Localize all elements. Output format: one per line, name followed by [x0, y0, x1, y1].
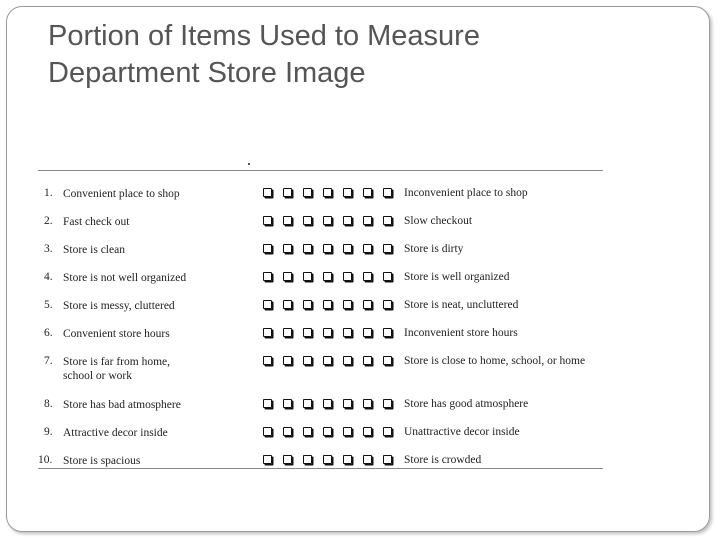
- rating-checkbox[interactable]: [303, 455, 312, 464]
- left-anchor-label: Fast check out: [63, 216, 130, 228]
- rating-checkbox[interactable]: [263, 300, 272, 309]
- left-anchor-label: Store is spacious: [63, 455, 141, 467]
- rating-checkbox[interactable]: [283, 188, 292, 197]
- left-anchor-label: Store is far from home, school or work: [63, 356, 170, 382]
- rating-checkbox[interactable]: [383, 328, 392, 337]
- rating-checkbox[interactable]: [383, 300, 392, 309]
- rating-checkbox[interactable]: [343, 188, 352, 197]
- rating-checkbox[interactable]: [263, 272, 272, 281]
- rating-checkbox[interactable]: [383, 244, 392, 253]
- rating-checkbox[interactable]: [263, 216, 272, 225]
- rating-checkbox[interactable]: [283, 328, 292, 337]
- rating-checkbox[interactable]: [343, 427, 352, 436]
- rating-checkbox[interactable]: [323, 300, 332, 309]
- rating-checkbox[interactable]: [303, 399, 312, 408]
- rating-checkbox[interactable]: [323, 328, 332, 337]
- rating-checkbox[interactable]: [323, 244, 332, 253]
- rating-checkbox[interactable]: [283, 216, 292, 225]
- rating-checkbox[interactable]: [343, 300, 352, 309]
- scale-item-row: [38, 215, 603, 235]
- rating-checkbox[interactable]: [363, 328, 372, 337]
- rating-checkbox[interactable]: [343, 244, 352, 253]
- left-anchor-label: Store is messy, cluttered: [63, 300, 175, 312]
- rating-checkbox[interactable]: [303, 300, 312, 309]
- rating-checkbox[interactable]: [303, 356, 312, 365]
- right-anchor-label: Store is neat, uncluttered: [404, 299, 519, 311]
- right-anchor-label: Store is well organized: [404, 271, 510, 283]
- rating-checkbox[interactable]: [323, 399, 332, 408]
- rating-checkbox[interactable]: [303, 272, 312, 281]
- rating-checkbox[interactable]: [303, 216, 312, 225]
- rating-checkbox[interactable]: [343, 399, 352, 408]
- rating-checkbox[interactable]: [263, 188, 272, 197]
- table-top-rule: [38, 170, 603, 171]
- rating-checkbox[interactable]: [283, 300, 292, 309]
- rating-checkbox[interactable]: [343, 216, 352, 225]
- rating-checkbox[interactable]: [343, 272, 352, 281]
- rating-checkbox[interactable]: [303, 188, 312, 197]
- rating-checkbox[interactable]: [323, 455, 332, 464]
- right-anchor-label: Inconvenient place to shop: [404, 187, 528, 199]
- rating-checkbox[interactable]: [263, 356, 272, 365]
- slide-title-line-1: Portion of Items Used to Measure: [48, 20, 480, 52]
- rating-checkbox[interactable]: [303, 427, 312, 436]
- rating-checkbox[interactable]: [363, 244, 372, 253]
- scale-item-row: [38, 355, 603, 382]
- right-anchor-label: Slow checkout: [404, 215, 473, 227]
- rating-checkbox[interactable]: [343, 455, 352, 464]
- rating-checkbox[interactable]: [263, 455, 272, 464]
- scale-item-row: [38, 187, 603, 207]
- rating-checkbox[interactable]: [323, 216, 332, 225]
- rating-checkbox[interactable]: [263, 328, 272, 337]
- rating-checkbox[interactable]: [383, 188, 392, 197]
- slide-title: [48, 18, 648, 92]
- scale-item-row: [38, 398, 603, 418]
- rating-checkbox[interactable]: [383, 272, 392, 281]
- rating-checkbox[interactable]: [323, 427, 332, 436]
- rating-checkbox[interactable]: [343, 328, 352, 337]
- rating-checkbox[interactable]: [283, 356, 292, 365]
- rating-checkbox[interactable]: [323, 356, 332, 365]
- rating-checkbox[interactable]: [363, 272, 372, 281]
- scale-item-row: [38, 426, 603, 446]
- item-number: 10.: [38, 454, 53, 466]
- rating-checkbox[interactable]: [383, 427, 392, 436]
- item-number: 4.: [44, 271, 53, 283]
- rating-checkbox[interactable]: [283, 455, 292, 464]
- column-marker: [248, 163, 250, 165]
- rating-checkbox[interactable]: [283, 399, 292, 408]
- item-number: 5.: [44, 299, 53, 311]
- item-number: 3.: [44, 243, 53, 255]
- item-number: 2.: [44, 215, 53, 227]
- rating-checkbox[interactable]: [383, 399, 392, 408]
- rating-checkbox[interactable]: [363, 356, 372, 365]
- left-anchor-label: Attractive decor inside: [63, 427, 168, 439]
- left-anchor-label: Store is clean: [63, 244, 125, 256]
- right-anchor-label: Unattractive decor inside: [404, 426, 520, 438]
- rating-checkbox[interactable]: [383, 356, 392, 365]
- rating-checkbox[interactable]: [363, 216, 372, 225]
- rating-checkbox[interactable]: [263, 399, 272, 408]
- rating-checkbox[interactable]: [303, 328, 312, 337]
- scale-item-row: [38, 454, 603, 474]
- rating-checkbox[interactable]: [283, 272, 292, 281]
- left-anchor-label: Convenient place to shop: [63, 188, 180, 200]
- scale-item-row: [38, 243, 603, 263]
- rating-checkbox[interactable]: [383, 216, 392, 225]
- rating-checkbox[interactable]: [283, 244, 292, 253]
- item-number: 1.: [44, 187, 53, 199]
- scale-item-row: [38, 271, 603, 291]
- rating-checkbox[interactable]: [263, 244, 272, 253]
- table-bottom-rule: [38, 468, 603, 469]
- slide-title-line-2: Department Store Image: [48, 57, 366, 89]
- rating-checkbox[interactable]: [303, 244, 312, 253]
- rating-checkbox[interactable]: [323, 272, 332, 281]
- rating-checkbox[interactable]: [343, 356, 352, 365]
- right-anchor-label: Store has good atmosphere: [404, 398, 529, 410]
- right-anchor-label: Inconvenient store hours: [404, 327, 518, 339]
- item-number: 6.: [44, 327, 53, 339]
- item-number: 9.: [44, 426, 53, 438]
- rating-checkbox[interactable]: [363, 188, 372, 197]
- left-anchor-label: Convenient store hours: [63, 328, 170, 340]
- right-anchor-label: Store is close to home, school, or home: [404, 355, 586, 367]
- right-anchor-label: Store is dirty: [404, 243, 464, 255]
- rating-checkbox[interactable]: [383, 455, 392, 464]
- rating-checkbox[interactable]: [323, 188, 332, 197]
- rating-checkbox[interactable]: [363, 399, 372, 408]
- right-anchor-label: Store is crowded: [404, 454, 482, 466]
- rating-checkbox[interactable]: [263, 427, 272, 436]
- scale-item-row: [38, 299, 603, 319]
- rating-checkbox[interactable]: [363, 300, 372, 309]
- rating-checkbox[interactable]: [283, 427, 292, 436]
- rating-checkbox[interactable]: [363, 455, 372, 464]
- item-number: 8.: [44, 398, 53, 410]
- rating-checkbox[interactable]: [363, 427, 372, 436]
- scale-item-row: [38, 327, 603, 347]
- left-anchor-label: Store is not well organized: [63, 272, 187, 284]
- item-number: 7.: [44, 355, 53, 367]
- left-anchor-label: Store has bad atmosphere: [63, 399, 181, 411]
